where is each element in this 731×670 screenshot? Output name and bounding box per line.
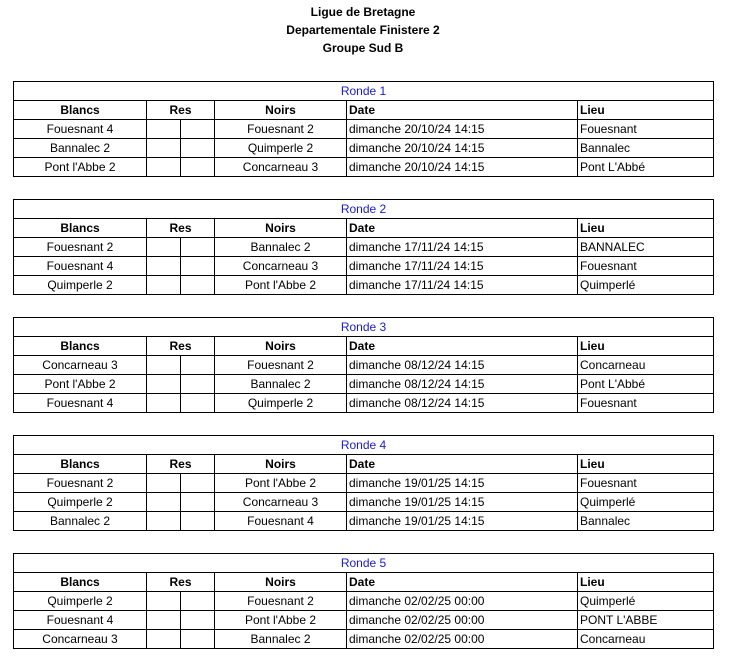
match-date: dimanche 20/10/24 14:15 <box>347 158 578 177</box>
header-row <box>14 455 714 474</box>
col-lieu-header: Lieu <box>578 337 714 356</box>
result-black <box>181 493 215 512</box>
match-location: PONT L'ABBE <box>578 611 714 630</box>
match-row <box>14 120 714 139</box>
match-location: Pont L'Abbé <box>578 158 714 177</box>
result-white <box>147 158 181 177</box>
match-row <box>14 493 714 512</box>
blancs-team: Bannalec 2 <box>14 512 147 531</box>
match-row <box>14 611 714 630</box>
league-title: Ligue de Bretagne <box>310 5 416 19</box>
noirs-team: Fouesnant 2 <box>215 592 347 611</box>
blancs-team: Pont l'Abbe 2 <box>14 158 147 177</box>
result-white <box>147 493 181 512</box>
result-white <box>147 512 181 531</box>
group-title: Groupe Sud B <box>322 41 404 55</box>
col-noirs-header: Noirs <box>215 455 347 474</box>
round-title: Ronde 4 <box>14 436 714 455</box>
result-black <box>181 276 215 295</box>
match-location: Fouesnant <box>578 257 714 276</box>
result-white <box>147 238 181 257</box>
result-white <box>147 139 181 158</box>
result-white <box>147 474 181 493</box>
result-black <box>181 120 215 139</box>
round-title: Ronde 3 <box>14 318 714 337</box>
col-lieu-header: Lieu <box>578 101 714 120</box>
noirs-team: Fouesnant 4 <box>215 512 347 531</box>
match-date: dimanche 17/11/24 14:15 <box>347 257 578 276</box>
col-noirs-header: Noirs <box>215 573 347 592</box>
col-date-header: Date <box>347 573 578 592</box>
blancs-team: Quimperle 2 <box>14 592 147 611</box>
match-date: dimanche 08/12/24 14:15 <box>347 356 578 375</box>
blancs-team: Quimperle 2 <box>14 493 147 512</box>
result-white <box>147 356 181 375</box>
blancs-team: Fouesnant 2 <box>14 238 147 257</box>
match-row <box>14 139 714 158</box>
match-date: dimanche 02/02/25 00:00 <box>347 630 578 649</box>
col-lieu-header: Lieu <box>578 573 714 592</box>
result-black <box>181 238 215 257</box>
round-title: Ronde 1 <box>14 82 714 101</box>
match-location: Fouesnant <box>578 474 714 493</box>
col-res-header: Res <box>147 101 215 120</box>
match-row <box>14 592 714 611</box>
blancs-team: Fouesnant 4 <box>14 394 147 413</box>
match-row <box>14 474 714 493</box>
match-date: dimanche 19/01/25 14:15 <box>347 512 578 531</box>
col-res-header: Res <box>147 219 215 238</box>
col-blancs-header: Blancs <box>14 337 147 356</box>
match-date: dimanche 17/11/24 14:15 <box>347 238 578 257</box>
col-lieu-header: Lieu <box>578 455 714 474</box>
col-res-header: Res <box>147 337 215 356</box>
match-location: Quimperlé <box>578 493 714 512</box>
noirs-team: Bannalec 2 <box>215 630 347 649</box>
blancs-team: Pont l'Abbe 2 <box>14 375 147 394</box>
col-noirs-header: Noirs <box>215 101 347 120</box>
result-white <box>147 257 181 276</box>
match-row <box>14 276 714 295</box>
blancs-team: Fouesnant 4 <box>14 611 147 630</box>
col-lieu-header: Lieu <box>578 219 714 238</box>
result-black <box>181 257 215 276</box>
noirs-team: Bannalec 2 <box>215 238 347 257</box>
result-black <box>181 474 215 493</box>
match-row <box>14 375 714 394</box>
col-res-header: Res <box>147 573 215 592</box>
result-white <box>147 630 181 649</box>
noirs-team: Bannalec 2 <box>215 375 347 394</box>
result-black <box>181 512 215 531</box>
col-date-header: Date <box>347 337 578 356</box>
blancs-team: Fouesnant 2 <box>14 474 147 493</box>
round-table-5 <box>13 553 714 649</box>
match-row <box>14 630 714 649</box>
round-table-2 <box>13 199 714 295</box>
noirs-team: Pont l'Abbe 2 <box>215 276 347 295</box>
noirs-team: Fouesnant 2 <box>215 356 347 375</box>
col-res-header: Res <box>147 455 215 474</box>
match-location: Fouesnant <box>578 394 714 413</box>
match-date: dimanche 02/02/25 00:00 <box>347 592 578 611</box>
col-date-header: Date <box>347 101 578 120</box>
blancs-team: Concarneau 3 <box>14 630 147 649</box>
match-date: dimanche 19/01/25 14:15 <box>347 474 578 493</box>
match-date: dimanche 20/10/24 14:15 <box>347 139 578 158</box>
match-row <box>14 158 714 177</box>
header-row <box>14 573 714 592</box>
match-location: Quimperlé <box>578 276 714 295</box>
header-row <box>14 219 714 238</box>
match-location: BANNALEC <box>578 238 714 257</box>
noirs-team: Concarneau 3 <box>215 158 347 177</box>
noirs-team: Concarneau 3 <box>215 257 347 276</box>
match-location: Pont L'Abbé <box>578 375 714 394</box>
match-location: Fouesnant <box>578 120 714 139</box>
round-title: Ronde 2 <box>14 200 714 219</box>
page-header <box>0 3 726 57</box>
col-noirs-header: Noirs <box>215 219 347 238</box>
result-black <box>181 611 215 630</box>
result-black <box>181 592 215 611</box>
col-blancs-header: Blancs <box>14 573 147 592</box>
header-row <box>14 101 714 120</box>
match-location: Concarneau <box>578 356 714 375</box>
result-white <box>147 394 181 413</box>
match-date: dimanche 08/12/24 14:15 <box>347 394 578 413</box>
round-table-4 <box>13 435 714 531</box>
col-noirs-header: Noirs <box>215 337 347 356</box>
blancs-team: Fouesnant 4 <box>14 257 147 276</box>
blancs-team: Bannalec 2 <box>14 139 147 158</box>
match-row <box>14 257 714 276</box>
match-date: dimanche 02/02/25 00:00 <box>347 611 578 630</box>
match-date: dimanche 08/12/24 14:15 <box>347 375 578 394</box>
blancs-team: Fouesnant 4 <box>14 120 147 139</box>
match-location: Bannalec <box>578 512 714 531</box>
result-black <box>181 394 215 413</box>
blancs-team: Quimperle 2 <box>14 276 147 295</box>
round-table-1 <box>13 81 714 177</box>
blancs-team: Concarneau 3 <box>14 356 147 375</box>
col-blancs-header: Blancs <box>14 455 147 474</box>
result-black <box>181 139 215 158</box>
result-black <box>181 630 215 649</box>
match-row <box>14 238 714 257</box>
noirs-team: Quimperle 2 <box>215 394 347 413</box>
col-blancs-header: Blancs <box>14 219 147 238</box>
noirs-team: Pont l'Abbe 2 <box>215 474 347 493</box>
match-date: dimanche 20/10/24 14:15 <box>347 120 578 139</box>
match-location: Concarneau <box>578 630 714 649</box>
match-row <box>14 394 714 413</box>
match-location: Quimperlé <box>578 592 714 611</box>
result-white <box>147 592 181 611</box>
division-title: Departementale Finistere 2 <box>286 23 440 37</box>
result-white <box>147 276 181 295</box>
result-white <box>147 375 181 394</box>
header-row <box>14 337 714 356</box>
match-location: Bannalec <box>578 139 714 158</box>
col-date-header: Date <box>347 455 578 474</box>
noirs-team: Pont l'Abbe 2 <box>215 611 347 630</box>
result-black <box>181 158 215 177</box>
col-date-header: Date <box>347 219 578 238</box>
result-black <box>181 375 215 394</box>
match-date: dimanche 17/11/24 14:15 <box>347 276 578 295</box>
round-title: Ronde 5 <box>14 554 714 573</box>
result-white <box>147 611 181 630</box>
match-date: dimanche 19/01/25 14:15 <box>347 493 578 512</box>
noirs-team: Concarneau 3 <box>215 493 347 512</box>
result-black <box>181 356 215 375</box>
noirs-team: Quimperle 2 <box>215 139 347 158</box>
result-white <box>147 120 181 139</box>
match-row <box>14 512 714 531</box>
noirs-team: Fouesnant 2 <box>215 120 347 139</box>
match-row <box>14 356 714 375</box>
round-table-3 <box>13 317 714 413</box>
col-blancs-header: Blancs <box>14 101 147 120</box>
